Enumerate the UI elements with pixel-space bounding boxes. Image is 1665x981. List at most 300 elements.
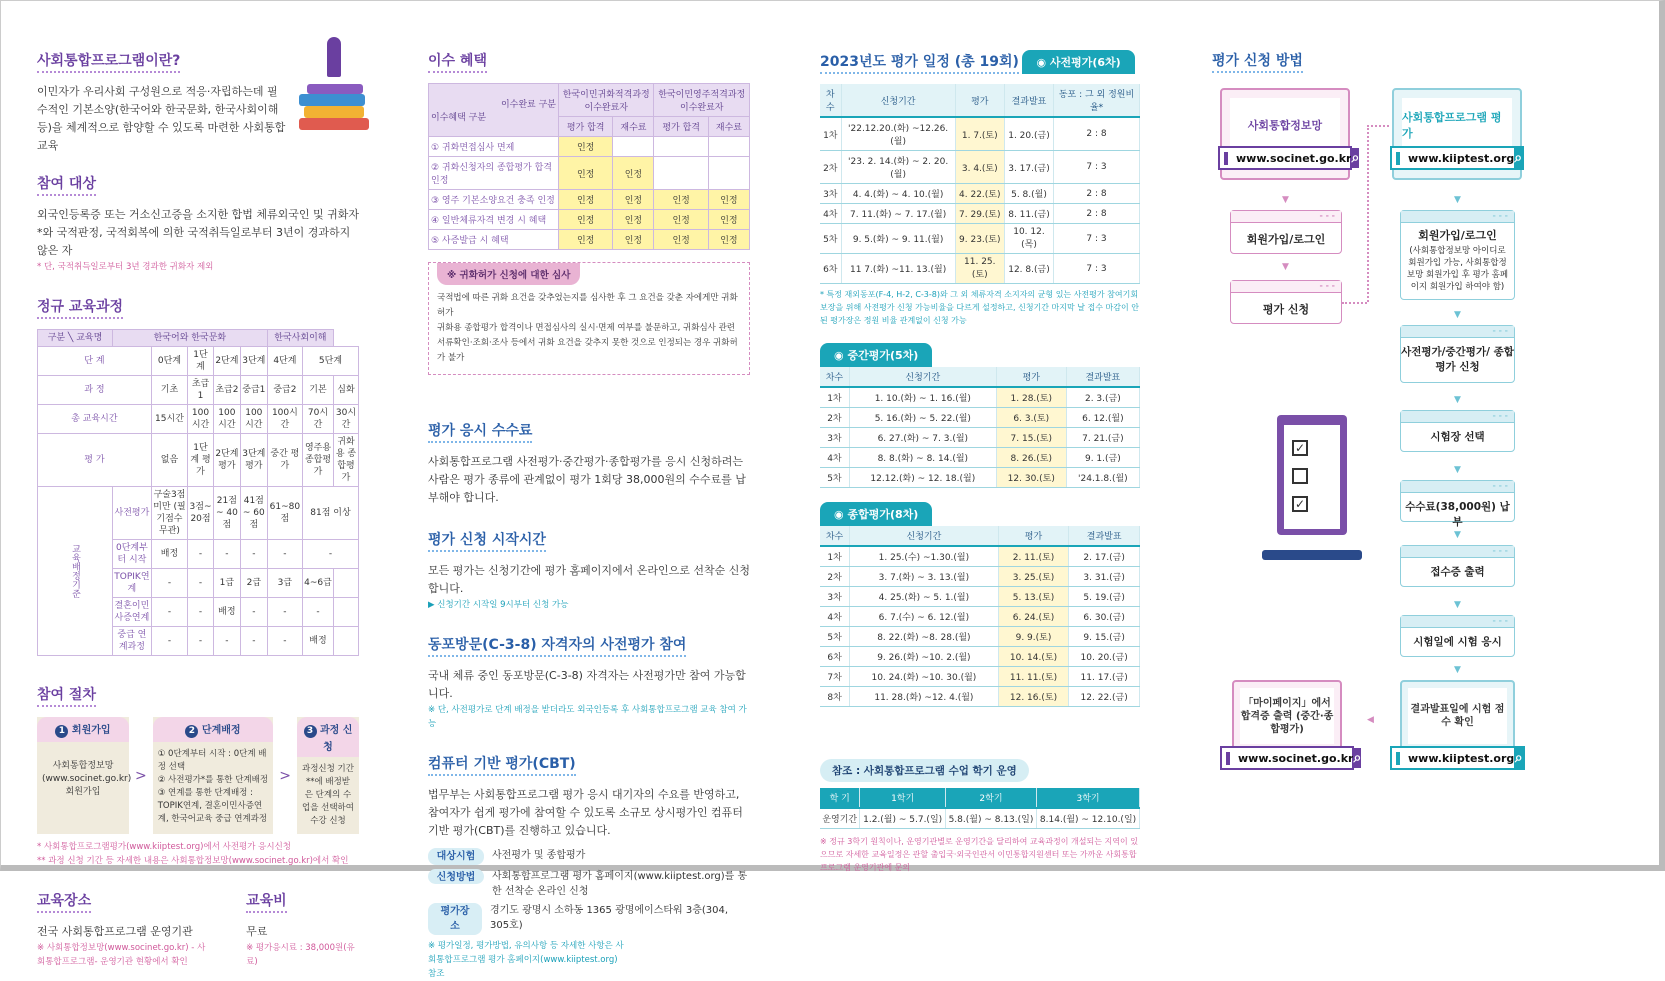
corner-cell: [38, 330, 113, 347]
corner-bottom: 이수혜택 구분: [431, 113, 487, 123]
table-row: [820, 587, 1140, 607]
chevron-right-icon: >: [279, 767, 291, 784]
table-cell: 0단계: [151, 347, 187, 376]
target-note: * 단, 국적취득일로부터 3년 경과한 귀화자 제외: [37, 262, 214, 272]
row-label: 0단계부터 시작: [113, 540, 152, 569]
step-line: ① 0단계부터 시작 : 0단계 배정 선택: [157, 749, 267, 772]
table-row: [820, 408, 1140, 428]
column-header: 차수: [820, 84, 841, 117]
table-row: [820, 567, 1140, 587]
table-row: [820, 387, 1140, 408]
table-cell: 7. 15.(토): [996, 428, 1066, 448]
table-cell: -: [240, 540, 267, 569]
schedule-title: 2023년도 평가 일정 (총 19회): [820, 51, 1019, 74]
table-cell: 5.8.(월) ~ 8.13.(일): [945, 808, 1036, 829]
cbt-text: 법무부는 사회통합프로그램 평가 응시 대기자의 수요를 반영하고, 참여자가 쉽게 평가에 참여할 수 있도록 소규모 상시평가인 컴퓨터 기반 평가(CBT)를 진행하고 있습니다.: [428, 788, 743, 837]
table-cell: 인정: [708, 230, 749, 250]
table-cell: 5차: [820, 224, 841, 254]
table-row: [820, 667, 1140, 687]
c38-title: 동포방문(C-3-8) 자격자의 사전평가 참여: [428, 634, 686, 657]
cbt-item-value: 경기도 광명시 소하동 1365 광명에이스타워 3층(304, 305호): [489, 905, 729, 931]
table-cell: 배정: [151, 540, 187, 569]
table-cell: 4차: [820, 448, 849, 468]
table-cell: 9. 9.(토): [998, 627, 1069, 647]
arrow-down-icon: ▼: [1454, 665, 1461, 675]
table-cell: 4차: [820, 204, 841, 224]
step-label: 평가 신청: [1262, 303, 1310, 316]
table-cell: -: [188, 598, 214, 627]
arrow-down-icon: ▼: [1454, 395, 1461, 405]
table-cell: 배정: [213, 598, 240, 627]
exam-fee-text: 사회통합프로그램 사전평가·중간평가·종합평가를 응시 신청하려는 사람은 평가 종류에 관계없이 평가 1회당 38,000원의 수수료를 납부해야 합니다.: [428, 455, 746, 504]
table-cell: 3단계: [240, 347, 267, 376]
target-title: 참여 대상: [37, 173, 96, 196]
group-label: 교육배정기준: [38, 487, 113, 656]
table-cell: 5차: [820, 627, 850, 647]
table-cell: 81점 이상: [302, 487, 358, 540]
arrow-down-icon: ▼: [1454, 310, 1461, 320]
table-cell: 3. 4.(토): [955, 151, 1004, 184]
table-cell: 6. 7.(수) ~ 6. 12.(월): [850, 607, 999, 627]
search-icon[interactable]: ⌕: [1351, 150, 1360, 166]
step-label: 접수증 출력: [1430, 566, 1485, 578]
table-cell: 영주용 종합평가: [302, 434, 333, 487]
column-header: 2학기: [945, 788, 1036, 808]
step-number: 3: [304, 725, 317, 738]
table-cell: [654, 137, 708, 157]
table-row: [429, 210, 750, 230]
fee-note: ※ 평가응시료 : 38,000원(유료): [246, 943, 355, 967]
procedure-note: ** 과정 신청 기간 등 자세한 내용은 사회통합정보망(www.socinet.go.kr)에서 확인: [37, 856, 349, 866]
row-label: ⑤ 사증발급 시 혜택: [429, 230, 559, 250]
table-cell: [333, 598, 358, 627]
row-label: 총 교육시간: [38, 405, 152, 434]
table-cell: 1. 28.(토): [996, 387, 1066, 408]
step-line: ② 사전평가*를 통한 단계배정: [157, 775, 269, 785]
place-section: [37, 890, 206, 969]
group-header: 한국이민영주적격과정 이수완료자: [654, 84, 750, 117]
step-label: 시험일에 시험 응시: [1413, 636, 1502, 648]
c38-text: 국내 체류 중인 동포방문(C-3-8) 자격자는 사전평가만 참여 가능합니다.: [428, 669, 746, 700]
table-cell: 구술3점 미만 (필기점수 무관): [151, 487, 187, 540]
table-row: [820, 224, 1140, 254]
table-cell: '23. 2. 14.(화) ~ 2. 20.(월): [841, 151, 955, 184]
header-row: [820, 367, 1140, 387]
table-cell: -: [151, 569, 187, 598]
table-row: [429, 190, 750, 210]
column-4: [1212, 50, 1542, 850]
join-step: - - - 회원가입/로그인 (사회통합정보망 아이디로 회원가입 가능, 사회통합정보망 회원가입 후 평가 홈페이지 회원가입 하여야 함): [1400, 210, 1515, 300]
table-row: [820, 204, 1140, 224]
column-header: 결과발표: [1004, 84, 1053, 117]
table-cell: -: [267, 540, 302, 569]
table-row: [38, 376, 359, 405]
procedure-note: * 사회통합프로그램평가(www.kiiptest.org)에서 사전평가 응시신청: [37, 842, 291, 852]
kiip-screen: [1392, 88, 1522, 180]
url-text: www.socinet.go.kr: [1226, 752, 1353, 765]
table-cell: 8. 26.(토): [996, 448, 1066, 468]
table-cell: 4차: [820, 607, 850, 627]
table-row: [820, 627, 1140, 647]
row-label: 평 가: [38, 434, 152, 487]
step-title: 과정 신청: [319, 725, 353, 753]
cbt-item-value: 사전평가 및 종합평가: [492, 850, 586, 861]
table-cell: 5. 16.(화) ~ 5. 22.(월): [849, 408, 996, 428]
box-top: - - -: [1401, 616, 1514, 628]
column-header: 동포 : 그 외 정원비율*: [1054, 84, 1140, 117]
term-title: 참조 : 사회통합프로그램 수업 학기 운영: [820, 759, 1029, 782]
box-top: - - -: [1401, 481, 1514, 493]
table-cell: [333, 569, 358, 598]
table-cell: -: [213, 540, 240, 569]
table-cell: 인정: [559, 210, 613, 230]
table-cell: 6. 12.(월): [1066, 408, 1139, 428]
table-cell: 6차: [820, 647, 850, 667]
corner-top: 이수완료 구분: [500, 100, 556, 110]
table-cell: -: [213, 627, 240, 656]
table-cell: 인정: [708, 210, 749, 230]
table-cell: 3. 7.(화) ~ 3. 13.(월): [850, 567, 999, 587]
pre-eval-note: * 특정 재외동포(F-4, H-2, C-3-8)와 그 외 체류자격 소지자의 균형 있는 사전평가 참여기회 보장을 위해 사전평가 신청 가능비율을 다르게 설정하고, 신청기간 마지막 날 접수 마감이 안 된 평가장은 정원 비율 관계없이 신청 가능: [820, 290, 1139, 325]
table-cell: 3급: [267, 569, 302, 598]
result-screen: [1400, 680, 1523, 770]
table-row: [429, 157, 750, 190]
table-cell: 4. 25.(화) ~ 5. 1.(월): [850, 587, 999, 607]
table-cell: 1단계: [188, 347, 214, 376]
table-cell: -: [302, 540, 358, 569]
table-cell: 8. 11.(금): [1004, 204, 1053, 224]
search-icon[interactable]: ⌕: [1514, 750, 1523, 766]
table-cell: [333, 627, 358, 656]
table-cell: 3차: [820, 587, 850, 607]
table-cell: 15시간: [151, 405, 187, 434]
table-cell: 귀화용 종합평가: [333, 434, 358, 487]
cbt-item: [428, 903, 750, 935]
step-label: 시험장 선택: [1430, 431, 1485, 443]
socinet-name: 사회통합정보망: [1230, 98, 1340, 152]
table-cell: -: [240, 598, 267, 627]
table-cell: 1. 25.(수) ~1.30.(월): [850, 546, 999, 567]
table-cell: 배정: [302, 627, 333, 656]
table-cell: 인정: [559, 157, 613, 190]
c38-note: ※ 단, 사전평가로 단계 배정을 받더라도 외국인등록 후 사회통합프로그램 교육 참여 가능: [428, 705, 747, 729]
table-cell: 인정: [559, 137, 613, 157]
table-cell: '24.1.8.(월): [1066, 468, 1139, 488]
row-label: ③ 영주 기본소양요건 충족 인정: [429, 190, 559, 210]
table-row: [820, 607, 1140, 627]
table-cell: 6. 27.(화) ~ 7. 3.(월): [849, 428, 996, 448]
arrow-down-icon: ▼: [1454, 600, 1461, 610]
group-header: 한국이민귀화적격과정 이수완료자: [559, 84, 654, 117]
pre-eval-table: [820, 84, 1140, 284]
table-cell: -: [188, 540, 214, 569]
socinet-url-bar[interactable]: [1218, 146, 1360, 170]
table-cell: 2. 11.(토): [998, 546, 1069, 567]
url-text: www.kiiptest.org: [1396, 752, 1514, 765]
table-cell: 중간 평가: [267, 434, 302, 487]
sub-header: 재수료: [613, 117, 654, 137]
table-cell: 기본: [302, 376, 333, 405]
table-cell: 인정: [654, 230, 708, 250]
table-cell: 2. 17.(금): [1069, 546, 1140, 567]
course-title: 정규 교육과정: [37, 296, 123, 319]
table-cell: 7. 11.(화) ~ 7. 17.(월): [841, 204, 955, 224]
table-cell: 심화: [333, 376, 358, 405]
apply-time-title: 평가 신청 시작시간: [428, 529, 546, 552]
step-title: 회원가입: [71, 725, 111, 736]
table-cell: 없음: [151, 434, 187, 487]
table-cell: 2단계: [213, 347, 240, 376]
column-header: 신청기간: [849, 367, 996, 387]
tab-pre-eval: ◉ 사전평가(6차): [1022, 50, 1134, 74]
tab-label: 종합평가(8차): [847, 508, 919, 521]
table-cell: 1. 20.(금): [1004, 117, 1053, 151]
table-cell: 2. 3.(금): [1066, 387, 1139, 408]
column-header: 신청기간: [841, 84, 955, 117]
table-cell: 1. 10.(화) ~ 1. 16.(월): [849, 387, 996, 408]
table-cell: 초급1: [188, 376, 214, 405]
arrow-left-icon: ◀: [1367, 715, 1374, 725]
column-2: [428, 50, 750, 981]
row-label: ① 귀화면접심사 면제: [429, 137, 559, 157]
cbt-item-label: 평가장소: [428, 903, 482, 935]
table-cell: 30시간: [333, 405, 358, 434]
table-row: [820, 647, 1140, 667]
table-cell: 3차: [820, 184, 841, 204]
table-cell: 인정: [613, 190, 654, 210]
intro-text: 이민자가 우리사회 구성원으로 적응·자립하는데 필수적인 기본소양(한국어와 한국문화, 한국사회이해 등)을 체계적으로 함양할 수 있도록 마련한 사회통합교육: [37, 85, 286, 152]
corner-label: 교육명: [76, 333, 103, 343]
table-cell: 11. 28.(화) ~12. 4.(월): [850, 687, 999, 707]
row-label: TOPIK연계: [113, 569, 152, 598]
table-row: [820, 117, 1140, 151]
table-cell: 2급: [240, 569, 267, 598]
table-row: [820, 448, 1140, 468]
table-cell: 12. 30.(토): [996, 468, 1066, 488]
right-step-3: [1400, 480, 1515, 528]
table-row: [429, 230, 750, 250]
table-cell: 인정: [708, 190, 749, 210]
table-cell: 9. 15.(금): [1069, 627, 1140, 647]
table-cell: [708, 157, 749, 190]
benefit-title: 이수 혜택: [428, 50, 487, 73]
arrow-down-icon: ▼: [1454, 530, 1461, 540]
column-3: [820, 50, 1140, 874]
cbt-note: ※ 평가일정, 평가방법, 유의사항 등 자세한 사항은 사회통합프로그램 평가 홈페이지(www.kiiptest.org) 참조: [428, 941, 624, 979]
table-cell: 6. 30.(금): [1069, 607, 1140, 627]
table-cell: 기초: [151, 376, 187, 405]
table-row: [38, 434, 359, 487]
table-cell: 5. 8.(월): [1004, 184, 1053, 204]
table-cell: 1급: [213, 569, 240, 598]
arrow-down-icon: ▼: [1454, 195, 1461, 205]
table-row: [820, 468, 1140, 488]
term-note: ※ 정규 3학기 원칙이나, 운영기관별로 운영기간을 달리하여 교육과정이 개설되는 지역이 있으므로 자세한 교육일정은 관할 출입국·외국인관서 이민통합지원센터 또는 가까운 사회통합프로그램 운영기관에 문의: [820, 837, 1138, 872]
fee-section: [246, 890, 359, 969]
step-body: 사회통합정보망 (www.socinet.go.kr) 회원가입: [42, 761, 132, 797]
cbt-item-label: 신청방법: [428, 869, 484, 884]
step-2: [153, 717, 274, 834]
socinet-url-bar[interactable]: [1220, 746, 1362, 770]
column-header: 차수: [820, 367, 849, 387]
step-desc: (사회통합정보망 아이디로 회원가입 가능, 사회통합정보망 회원가입 후 평가 홈페이지 회원가입 하여야 함): [1406, 246, 1509, 292]
table-cell: 인정: [654, 210, 708, 230]
tab-label: 사전평가(6차): [1049, 56, 1121, 69]
table-cell: '22.12.20.(화) ~12.26.(월): [841, 117, 955, 151]
table-cell: 3단계 평가: [240, 434, 267, 487]
table-cell: 61~80점: [267, 487, 302, 540]
table-cell: 7 : 3: [1054, 254, 1140, 284]
table-cell: -: [267, 598, 302, 627]
step-body: 과정신청 기간**에 배정받은 단계의 수업을 선택하여 수강 신청: [302, 764, 354, 826]
table-cell: 21점~ 40점: [213, 487, 240, 540]
sub-header: 평가 합격: [559, 117, 613, 137]
arrow-down-icon: ▼: [1454, 465, 1461, 475]
table-cell: 인정: [613, 210, 654, 230]
table-cell: [708, 137, 749, 157]
table-cell: 3. 25.(토): [998, 567, 1069, 587]
table-cell: 9. 23.(토): [955, 224, 1004, 254]
table-cell: 2단계 평가: [213, 434, 240, 487]
table-cell: 9. 5.(화) ~ 9. 11.(월): [841, 224, 955, 254]
cbt-item: [428, 869, 750, 899]
review-title: ※ 귀화허가 신청에 대한 심사: [437, 263, 580, 285]
tab-mid-eval: ◉ 중간평가(5차): [820, 343, 932, 367]
table-cell: 100시간: [213, 405, 240, 434]
header-row: [820, 526, 1140, 546]
row-label: ④ 일반체류자격 변경 시 혜택: [429, 210, 559, 230]
table-cell: 100시간: [240, 405, 267, 434]
result-text: 결과발표일에 시험 점수 확인: [1408, 688, 1507, 744]
table-cell: 7 : 3: [1054, 224, 1140, 254]
row-label: 중급 연계과정: [113, 627, 152, 656]
column-header: 학 기: [820, 788, 860, 808]
search-icon[interactable]: ⌕: [1353, 750, 1362, 766]
search-icon[interactable]: ⌕: [1514, 150, 1523, 166]
target-text: 외국인등록증 또는 거소신고증을 소지한 합법 체류외국인 및 귀화자*와 국적판정, 국적회복에 의한 국적취득일로부터 3년이 경과하지 않은 자: [37, 208, 360, 257]
table-cell: -: [151, 598, 187, 627]
mypage-text: 「마이페이지」에서 합격증 출력 (중간·종합평가): [1240, 688, 1334, 744]
column-header: 3학기: [1037, 788, 1140, 808]
column-header: 평가: [998, 526, 1069, 546]
table-cell: 5. 19.(금): [1069, 587, 1140, 607]
books-illustration: [299, 35, 369, 130]
table-row: [820, 184, 1140, 204]
left-step-1: - - - 회원가입/로그인: [1230, 210, 1342, 254]
row-label: 과 정: [38, 376, 152, 405]
clipboard-illustration: ✓ ✓: [1262, 400, 1382, 600]
apply-time-text: 모든 평가는 신청기간에 평가 홈페이지에서 온라인으로 선착순 신청합니다.: [428, 564, 751, 595]
table-cell: 41점~ 60점: [240, 487, 267, 540]
table-cell: 5차: [820, 468, 849, 488]
table-cell: [613, 137, 654, 157]
column-1: [37, 50, 359, 969]
table-cell: 3점~ 20점: [188, 487, 214, 540]
column-header: 평가: [996, 367, 1066, 387]
table-row: [820, 808, 1140, 829]
column-header: 평가: [955, 84, 1004, 117]
step-label: 회원가입/로그인: [1418, 229, 1497, 242]
table-cell: 인정: [613, 230, 654, 250]
apply-time-note: ▶ 신청기간 시작일 9시부터 신청 가능: [428, 600, 569, 610]
table-cell: 3. 31.(금): [1069, 567, 1140, 587]
howto-title: 평가 신청 방법: [1212, 50, 1303, 73]
table-cell: 2 : 8: [1054, 117, 1140, 151]
table-cell: 7. 29.(토): [955, 204, 1004, 224]
table-cell: 70시간: [302, 405, 333, 434]
table-cell: 12. 8.(금): [1004, 254, 1053, 284]
table-cell: 2차: [820, 408, 849, 428]
table-cell: 6. 24.(토): [998, 607, 1069, 627]
table-cell: 8. 8.(화) ~ 8. 14.(월): [849, 448, 996, 468]
table-cell: 1. 7.(토): [955, 117, 1004, 151]
table-cell: 8.14.(월) ~ 12.10.(일): [1037, 808, 1140, 829]
kiip-url-bar[interactable]: [1390, 746, 1525, 770]
table-cell: 2 : 8: [1054, 204, 1140, 224]
table-cell: 8차: [820, 687, 850, 707]
table-row: [429, 137, 750, 157]
table-cell: 10. 20.(금): [1069, 647, 1140, 667]
column-header: 결과발표: [1069, 526, 1140, 546]
table-cell: -: [188, 569, 214, 598]
socinet-screen: [1220, 88, 1360, 180]
box-top: - - -: [1401, 546, 1514, 558]
kiip-url-bar[interactable]: [1390, 146, 1524, 170]
table-cell: -: [302, 598, 333, 627]
right-step-1: [1400, 325, 1515, 383]
table-cell: 8. 22.(화) ~8. 28.(월): [850, 627, 999, 647]
step-line: ③ 연계를 통한 단계배정 : TOPIK연계, 결혼이민사증연계, 한국어교육 중급 연계과정: [157, 788, 268, 824]
table-cell: 인정: [654, 190, 708, 210]
term-table: [820, 788, 1140, 829]
mid-eval-table: [820, 367, 1140, 488]
header-row: [820, 788, 1140, 808]
table-cell: 11. 17.(금): [1069, 667, 1140, 687]
table-cell: 초급2: [213, 376, 240, 405]
table-cell: -: [240, 627, 267, 656]
table-cell: 중급2: [267, 376, 302, 405]
table-row: [820, 151, 1140, 184]
kiip-name: 사회통합프로그램 평가: [1402, 98, 1512, 152]
table-cell: -: [188, 627, 214, 656]
column-header: 1학기: [860, 788, 945, 808]
mypage-screen: [1232, 680, 1362, 770]
tab-label: 중간평가(5차): [847, 349, 919, 362]
table-cell: 12. 22.(금): [1069, 687, 1140, 707]
table-cell: 1.2.(월) ~ 5.7.(일): [860, 808, 945, 829]
box-top: - - -: [1401, 411, 1514, 423]
row-label: 결혼이민 사증연계: [113, 598, 152, 627]
procedure-steps: [37, 717, 359, 834]
table-cell: 1차: [820, 117, 841, 151]
review-box: [428, 262, 750, 375]
table-cell: 2 : 8: [1054, 184, 1140, 204]
table-cell: 4단계: [267, 347, 302, 376]
table-cell: 12.12.(화) ~ 12. 18.(월): [849, 468, 996, 488]
cbt-item: [428, 848, 750, 865]
table-row: [820, 546, 1140, 567]
column-header: 신청기간: [850, 526, 999, 546]
table-cell: 3차: [820, 428, 849, 448]
table-cell: 10. 24.(화) ~10. 30.(월): [850, 667, 999, 687]
review-item: 국적법에 따른 귀화 요건을 갖추었는지를 심사한 후 그 요건을 갖춘 자에게만 귀화 허가: [437, 293, 738, 318]
table-cell: 인정: [559, 190, 613, 210]
fee-text: 무료: [246, 925, 268, 938]
table-cell: 11. 25.(토): [955, 254, 1004, 284]
right-step-4: [1400, 545, 1515, 587]
cbt-title: 컴퓨터 기반 평가(CBT): [428, 753, 576, 776]
left-step-2: - - - 평가 신청: [1230, 280, 1342, 324]
